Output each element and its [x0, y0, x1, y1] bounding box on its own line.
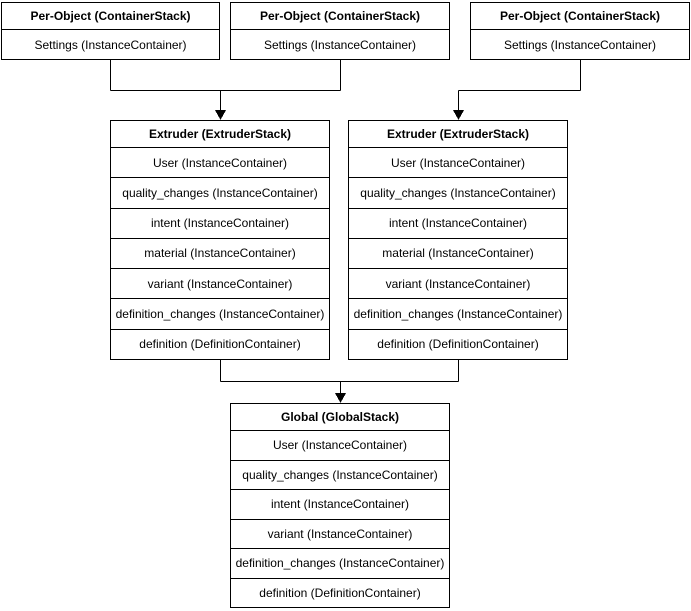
stack-row: User (InstanceContainer) [152, 155, 288, 170]
stack-row: Settings (InstanceContainer) [263, 37, 417, 52]
extruder-stack-2 [348, 120, 568, 360]
stack-row: Settings (InstanceContainer) [34, 37, 187, 52]
stack-row: variant (InstanceContainer) [231, 519, 449, 549]
extruder-stack-1 [110, 120, 330, 360]
per-object-stack-3 [470, 2, 690, 60]
stack-row: intent (InstanceContainer) [111, 208, 329, 238]
stack-title: Extruder (ExtruderStack) [349, 121, 567, 148]
per-object-stack-2 [230, 2, 450, 60]
stack-row: quality_changes (InstanceContainer) [231, 460, 449, 490]
arrowhead-global [335, 393, 346, 403]
stack-row: quality_changes (InstanceContainer) [349, 177, 567, 207]
connector-perobject-to-extruder-1 [111, 60, 341, 111]
per-object-stack-1 [1, 2, 220, 60]
stack-title: Per-Object (ContainerStack) [2, 3, 219, 30]
connector-perobject-to-extruder-2 [459, 60, 581, 111]
stack-row: material (InstanceContainer) [111, 238, 329, 268]
global-stack [230, 403, 450, 608]
stack-row: intent (InstanceContainer) [231, 489, 449, 519]
stack-row: Settings (InstanceContainer) [503, 37, 657, 52]
stack-row: definition_changes (InstanceContainer) [111, 298, 329, 328]
stack-row: quality_changes (InstanceContainer) [111, 177, 329, 207]
stack-row: definition (DefinitionContainer) [349, 329, 567, 359]
stack-row: User (InstanceContainer) [272, 438, 408, 453]
stack-row: variant (InstanceContainer) [349, 268, 567, 298]
stack-row: definition (DefinitionContainer) [111, 329, 329, 359]
stack-title: Extruder (ExtruderStack) [111, 121, 329, 148]
arrowhead-extruder-2 [453, 110, 464, 120]
stack-row: definition_changes (InstanceContainer) [231, 548, 449, 578]
connector-extruders-to-global [221, 360, 459, 394]
stack-row: definition (DefinitionContainer) [231, 578, 449, 608]
stack-row: intent (InstanceContainer) [349, 208, 567, 238]
stack-row: variant (InstanceContainer) [111, 268, 329, 298]
stack-title: Per-Object (ContainerStack) [471, 3, 689, 30]
stack-title: Per-Object (ContainerStack) [231, 3, 449, 30]
arrowhead-extruder-1 [215, 110, 226, 120]
stack-row: material (InstanceContainer) [349, 238, 567, 268]
stack-title: Global (GlobalStack) [231, 404, 449, 431]
stack-row: User (InstanceContainer) [390, 155, 526, 170]
stack-row: definition_changes (InstanceContainer) [349, 298, 567, 328]
